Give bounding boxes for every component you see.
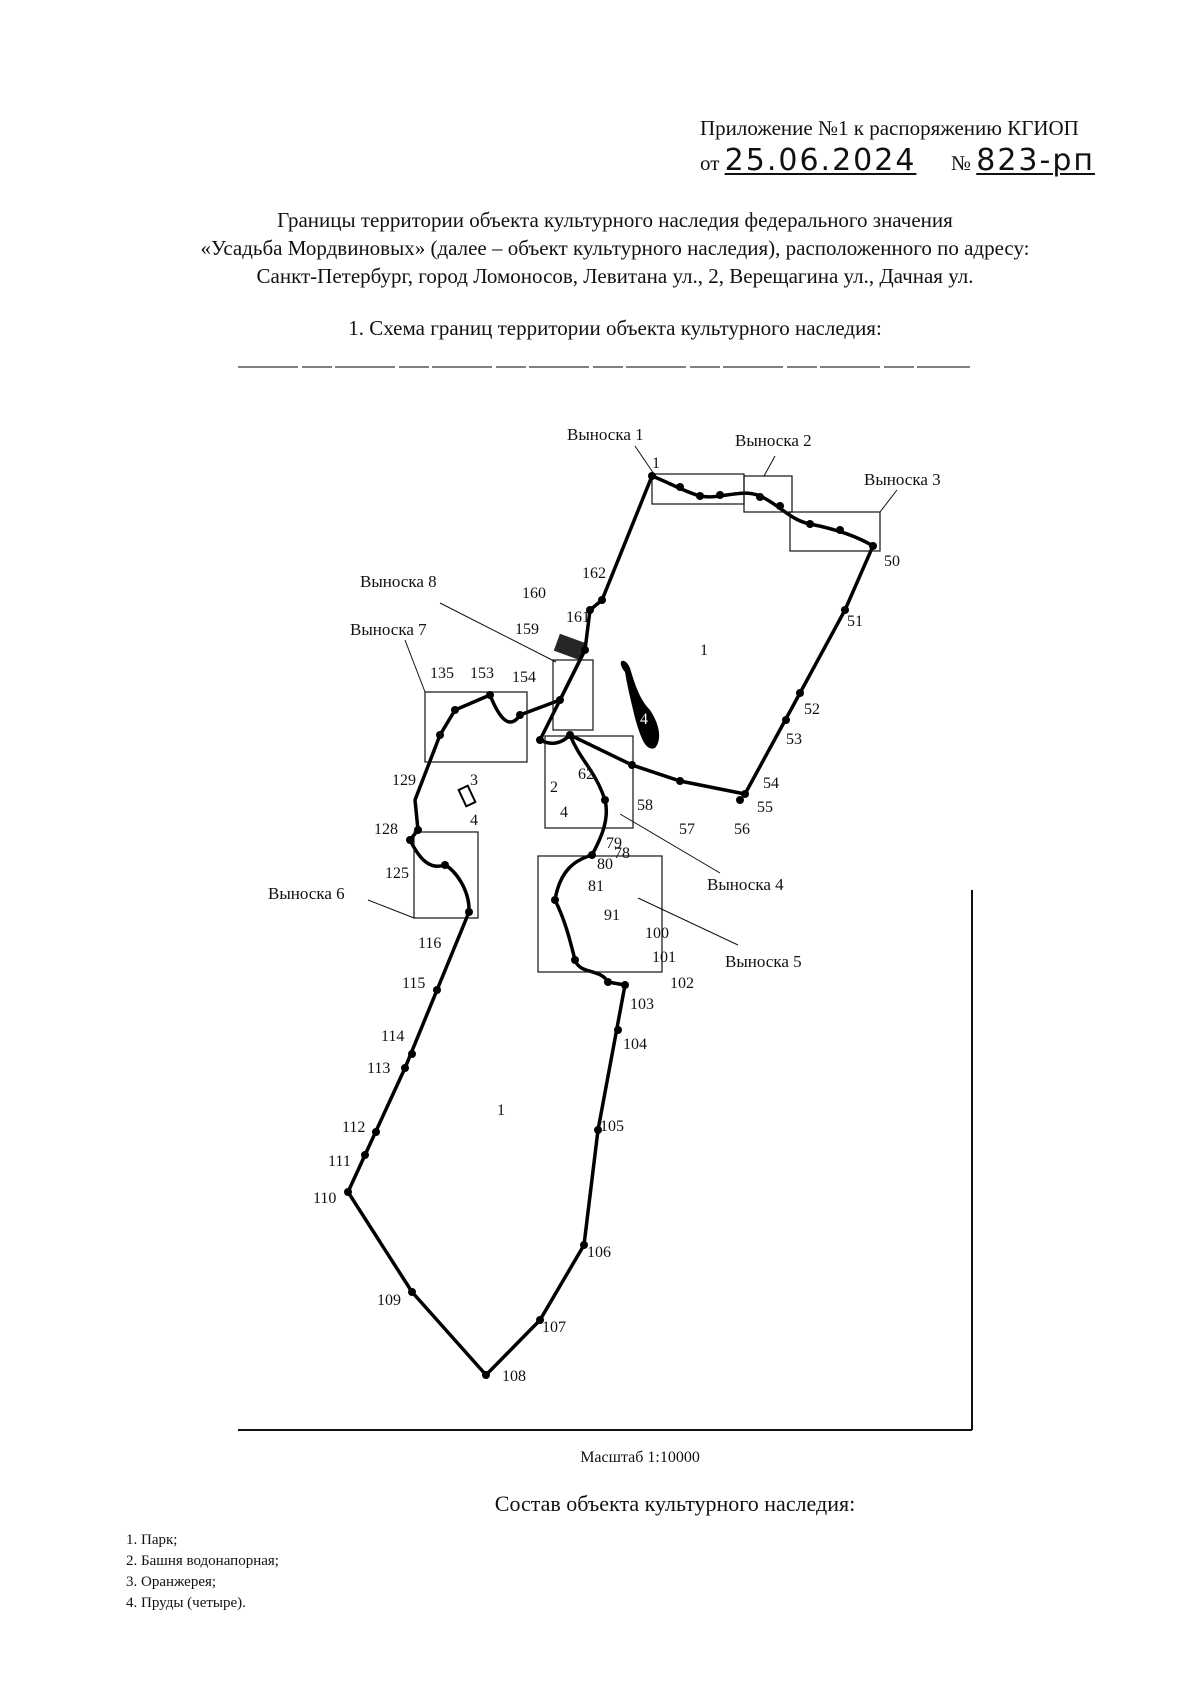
point-label-116: 116 — [418, 935, 442, 952]
point-label-159: 159 — [515, 621, 539, 638]
callout-4-label: Выноска 4 — [707, 875, 784, 894]
boundary-point — [372, 1128, 380, 1136]
boundary-point — [482, 1371, 490, 1379]
point-label-114: 114 — [381, 1028, 405, 1045]
point-label-102: 102 — [670, 975, 694, 992]
point-label-80: 80 — [597, 856, 613, 873]
zone-label-orangery: 3 — [470, 772, 478, 789]
boundary-point — [406, 836, 414, 844]
point-label-79: 79 — [606, 835, 622, 852]
point-label-81: 81 — [588, 878, 604, 895]
boundary-points — [344, 472, 877, 1379]
boundary-point — [401, 1064, 409, 1072]
callout-box-5 — [538, 856, 662, 972]
boundary-point — [566, 731, 574, 739]
point-label-113: 113 — [367, 1060, 391, 1077]
boundary-point — [598, 596, 606, 604]
boundary-point — [408, 1288, 416, 1296]
point-label-108: 108 — [502, 1368, 526, 1385]
zone-label-pond-center: 4 — [560, 804, 568, 821]
point-label-112: 112 — [342, 1119, 366, 1136]
boundary-point — [486, 691, 494, 699]
boundary-point — [614, 1026, 622, 1034]
composition-item: 3. Оранжерея; — [126, 1574, 217, 1590]
boundary-point — [621, 981, 629, 989]
boundary-point — [716, 491, 724, 499]
zone-label-park-north: 1 — [700, 642, 708, 659]
callout-2-label: Выноска 2 — [735, 431, 812, 450]
boundary-point — [516, 711, 524, 719]
boundary-point — [536, 736, 544, 744]
boundary-point — [588, 851, 596, 859]
callout-8-label: Выноска 8 — [360, 572, 437, 591]
point-label-100: 100 — [645, 925, 669, 942]
building-cluster — [554, 634, 586, 660]
point-label-153: 153 — [470, 665, 494, 682]
boundary-point — [676, 777, 684, 785]
boundary-point — [782, 716, 790, 724]
boundary-point — [601, 796, 609, 804]
zone-label-park-south: 1 — [497, 1102, 505, 1119]
boundary-point — [556, 696, 564, 704]
boundary-point — [796, 689, 804, 697]
point-label-51: 51 — [847, 613, 863, 630]
point-label-78: 78 — [614, 845, 630, 862]
title-line-1: Границы территории объекта культурного наследия федерального значения — [277, 208, 953, 232]
boundary-point — [756, 493, 764, 501]
boundary-point — [581, 646, 589, 654]
point-label-154: 154 — [512, 669, 536, 686]
composition-item: 1. Парк; — [126, 1532, 178, 1548]
boundary-east-connector — [570, 735, 606, 855]
boundary-point — [433, 986, 441, 994]
callout-5-label: Выноска 5 — [725, 952, 802, 971]
point-label-56: 56 — [734, 821, 750, 838]
title-line-2: «Усадьба Мордвиновых» (далее – объект культурного наследия), расположенного по адресу: — [200, 236, 1030, 260]
point-label-111: 111 — [328, 1153, 351, 1170]
zone-label-pond-west: 4 — [470, 812, 478, 829]
point-label-55: 55 — [757, 799, 773, 816]
point-label-105: 105 — [600, 1118, 624, 1135]
point-label-91: 91 — [604, 907, 620, 924]
point-label-1: 1 — [652, 455, 660, 472]
boundary-point — [648, 472, 656, 480]
boundary-point — [776, 502, 784, 510]
composition-item: 4. Пруды (четыре). — [126, 1595, 246, 1611]
boundary-point — [551, 896, 559, 904]
point-label-53: 53 — [786, 731, 802, 748]
boundary-north — [540, 476, 873, 794]
point-label-115: 115 — [402, 975, 426, 992]
boundary-point — [628, 761, 636, 769]
point-label-160: 160 — [522, 585, 546, 602]
boundary-point — [361, 1151, 369, 1159]
boundary-point — [696, 492, 704, 500]
callout-6-label: Выноска 6 — [268, 884, 345, 903]
map-scale: Масштаб 1:10000 — [580, 1449, 700, 1466]
point-label-101: 101 — [652, 949, 676, 966]
point-label-162: 162 — [582, 565, 606, 582]
point-label-104: 104 — [623, 1036, 647, 1053]
boundary-point — [806, 520, 814, 528]
point-label-107: 107 — [542, 1319, 566, 1336]
callout-7-label: Выноска 7 — [350, 620, 427, 639]
zone-label-pond-east: 4 — [640, 711, 648, 728]
callout-box-1 — [652, 474, 744, 504]
point-label-58: 58 — [637, 797, 653, 814]
point-label-125: 125 — [385, 865, 409, 882]
composition-item: 2. Башня водонапорная; — [126, 1553, 279, 1569]
zone-label-tower: 2 — [550, 779, 558, 796]
order-date: 25.06.2024 — [724, 143, 917, 178]
boundary-point — [451, 706, 459, 714]
boundary-point — [408, 1050, 416, 1058]
boundary-point — [676, 483, 684, 491]
point-label-129: 129 — [392, 772, 416, 789]
point-label-106: 106 — [587, 1244, 611, 1261]
point-label-109: 109 — [377, 1292, 401, 1309]
callout-1-label: Выноска 1 — [567, 425, 644, 444]
boundary-point — [465, 908, 473, 916]
title-line-3: Санкт-Петербург, город Ломоносов, Левитана ул., 2, Верещагина ул., Дачная ул. — [256, 264, 974, 288]
point-label-110: 110 — [313, 1190, 337, 1207]
from-prefix: от — [700, 151, 720, 175]
point-label-62: 62 — [578, 766, 594, 783]
point-label-50: 50 — [884, 553, 900, 570]
composition-list — [126, 1530, 279, 1614]
point-label-103: 103 — [630, 996, 654, 1013]
point-label-161: 161 — [566, 609, 590, 626]
point-label-57: 57 — [679, 821, 695, 838]
appendix-title: Приложение №1 к распоряжению КГИОП — [700, 116, 1079, 140]
boundary-point — [736, 796, 744, 804]
composition-heading: Состав объекта культурного наследия: — [494, 1491, 856, 1516]
point-label-128: 128 — [374, 821, 398, 838]
boundary-point — [441, 861, 449, 869]
boundary-point — [571, 956, 579, 964]
boundary-point — [436, 731, 444, 739]
boundary-point — [836, 526, 844, 534]
point-label-135: 135 — [430, 665, 454, 682]
boundary-point — [869, 542, 877, 550]
boundary-point — [414, 826, 422, 834]
point-label-52: 52 — [804, 701, 820, 718]
scheme-heading: 1. Схема границ территории объекта культурного наследия: — [348, 316, 882, 340]
boundary-point — [604, 978, 612, 986]
number-prefix: № — [950, 151, 971, 175]
order-number: 823-рп — [976, 143, 1095, 178]
point-label-54: 54 — [763, 775, 779, 792]
callout-3-label: Выноска 3 — [864, 470, 941, 489]
boundary-point — [344, 1188, 352, 1196]
